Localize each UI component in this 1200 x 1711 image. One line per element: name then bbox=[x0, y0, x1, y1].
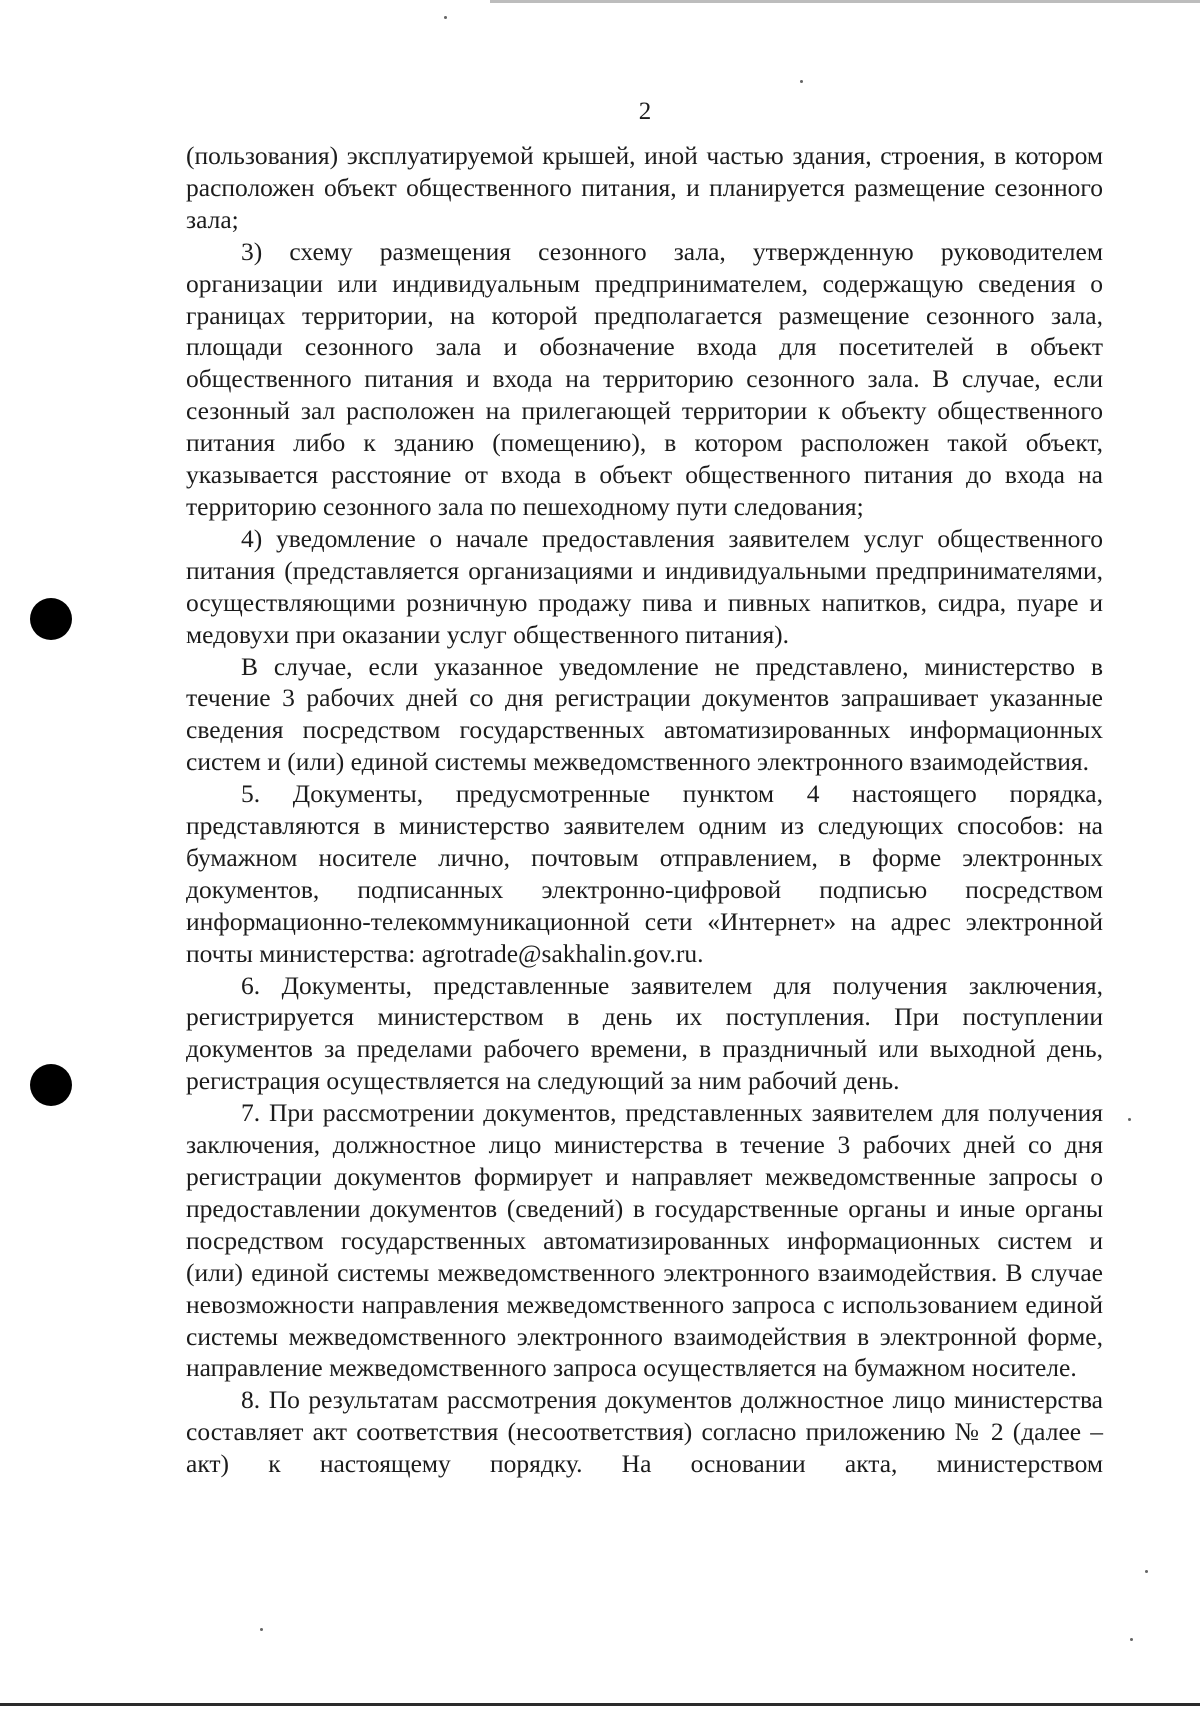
paragraph-item-4: 4) уведомление о начале предоставления заявителем услуг общественного питания (представляется организациями и индивидуальными предпринимателями, осуществляющими розничную продажу пива и пивных напитков, сидра, пуаре и медовухи при оказании услуг общественного питания). bbox=[186, 523, 1103, 649]
paragraph-section-7: 7. При рассмотрении документов, представленных заявителем для получения заключения, должностное лицо министерства в течение 3 рабочих дней со дня регистрации документов формирует и направляет межведомственные запросы о предоставлении документов (сведений) в государственные органы и иные органы посредством государственных автоматизированных информационных систем и (или) единой системы межведомственного электронного взаимодействия. В случае невозможности направления межведомственного запроса с использованием единой системы межведомственного электронного взаимодействия в электронной форме, направление межведомственного запроса осуществляется на бумажном носителе. bbox=[186, 1098, 1103, 1383]
scan-speck bbox=[1145, 1570, 1148, 1573]
punch-hole-top bbox=[30, 598, 72, 640]
scan-edge-top bbox=[490, 0, 1200, 3]
paragraph-section-8: 8. По результатам рассмотрения документов должностное лицо министерства составляет акт соответствия (несоответствия) согласно приложению № 2 (далее – акт) к настоящему порядку. На основании акта, министерством bbox=[186, 1385, 1103, 1479]
scan-edge-bottom bbox=[0, 1703, 1200, 1706]
paragraph-notice-missing: В случае, если указанное уведомление не представлено, министерство в течение 3 рабочих дней со дня регистрации документов запрашивает указанные сведения посредством государственных автоматизированных информационных систем и (или) единой системы межведомственного электронного взаимодействия. bbox=[186, 651, 1103, 777]
scan-speck bbox=[1130, 1638, 1133, 1641]
paragraph-section-6: 6. Документы, представленные заявителем для получения заключения, регистрируется министерством в день их поступления. При поступлении документов за пределами рабочего времени, в праздничный или выходной день, регистрация осуществляется на следующий за ним рабочий день. bbox=[186, 970, 1103, 1096]
paragraph-continuation: (пользования) эксплуатируемой крышей, иной частью здания, строения, в котором расположен объект общественного питания, и планируется размещение сезонного зала; bbox=[186, 141, 1103, 234]
paragraph-item-3: 3) схему размещения сезонного зала, утвержденную руководителем организации или индивидуальным предпринимателем, содержащую сведения о границах территории, на которой предполагается размещение сезонного зала, площади сезонного зала и обозначение входа для посетителей в объект общественного питания и входа на территорию сезонного зала. В случае, если сезонный зал расположен на прилегающей территории к объекту общественного питания либо к зданию (помещению), в котором расположен такой объект, указывается расстояние от входа в объект общественного питания до входа на территорию сезонного зала по пешеходному пути следования; bbox=[186, 236, 1103, 521]
scan-speck bbox=[800, 80, 803, 83]
document-body bbox=[186, 140, 1103, 1480]
page-number: 2 bbox=[638, 98, 652, 125]
scan-speck bbox=[444, 16, 447, 19]
scan-speck bbox=[1128, 1118, 1131, 1121]
paragraph-section-5: 5. Документы, предусмотренные пунктом 4 настоящего порядка, представляются в министерство заявителем одним из следующих способов: на бумажном носителе лично, почтовым отправлением, в форме электронных документов, подписанных электронно-цифровой подписью посредством информационно-телекоммуникационной сети «Интернет» на адрес электронной почты министерства: agrotrade@sakhalin.gov.ru. bbox=[186, 779, 1103, 968]
punch-hole-bottom bbox=[30, 1064, 72, 1106]
scan-speck bbox=[260, 1628, 263, 1631]
